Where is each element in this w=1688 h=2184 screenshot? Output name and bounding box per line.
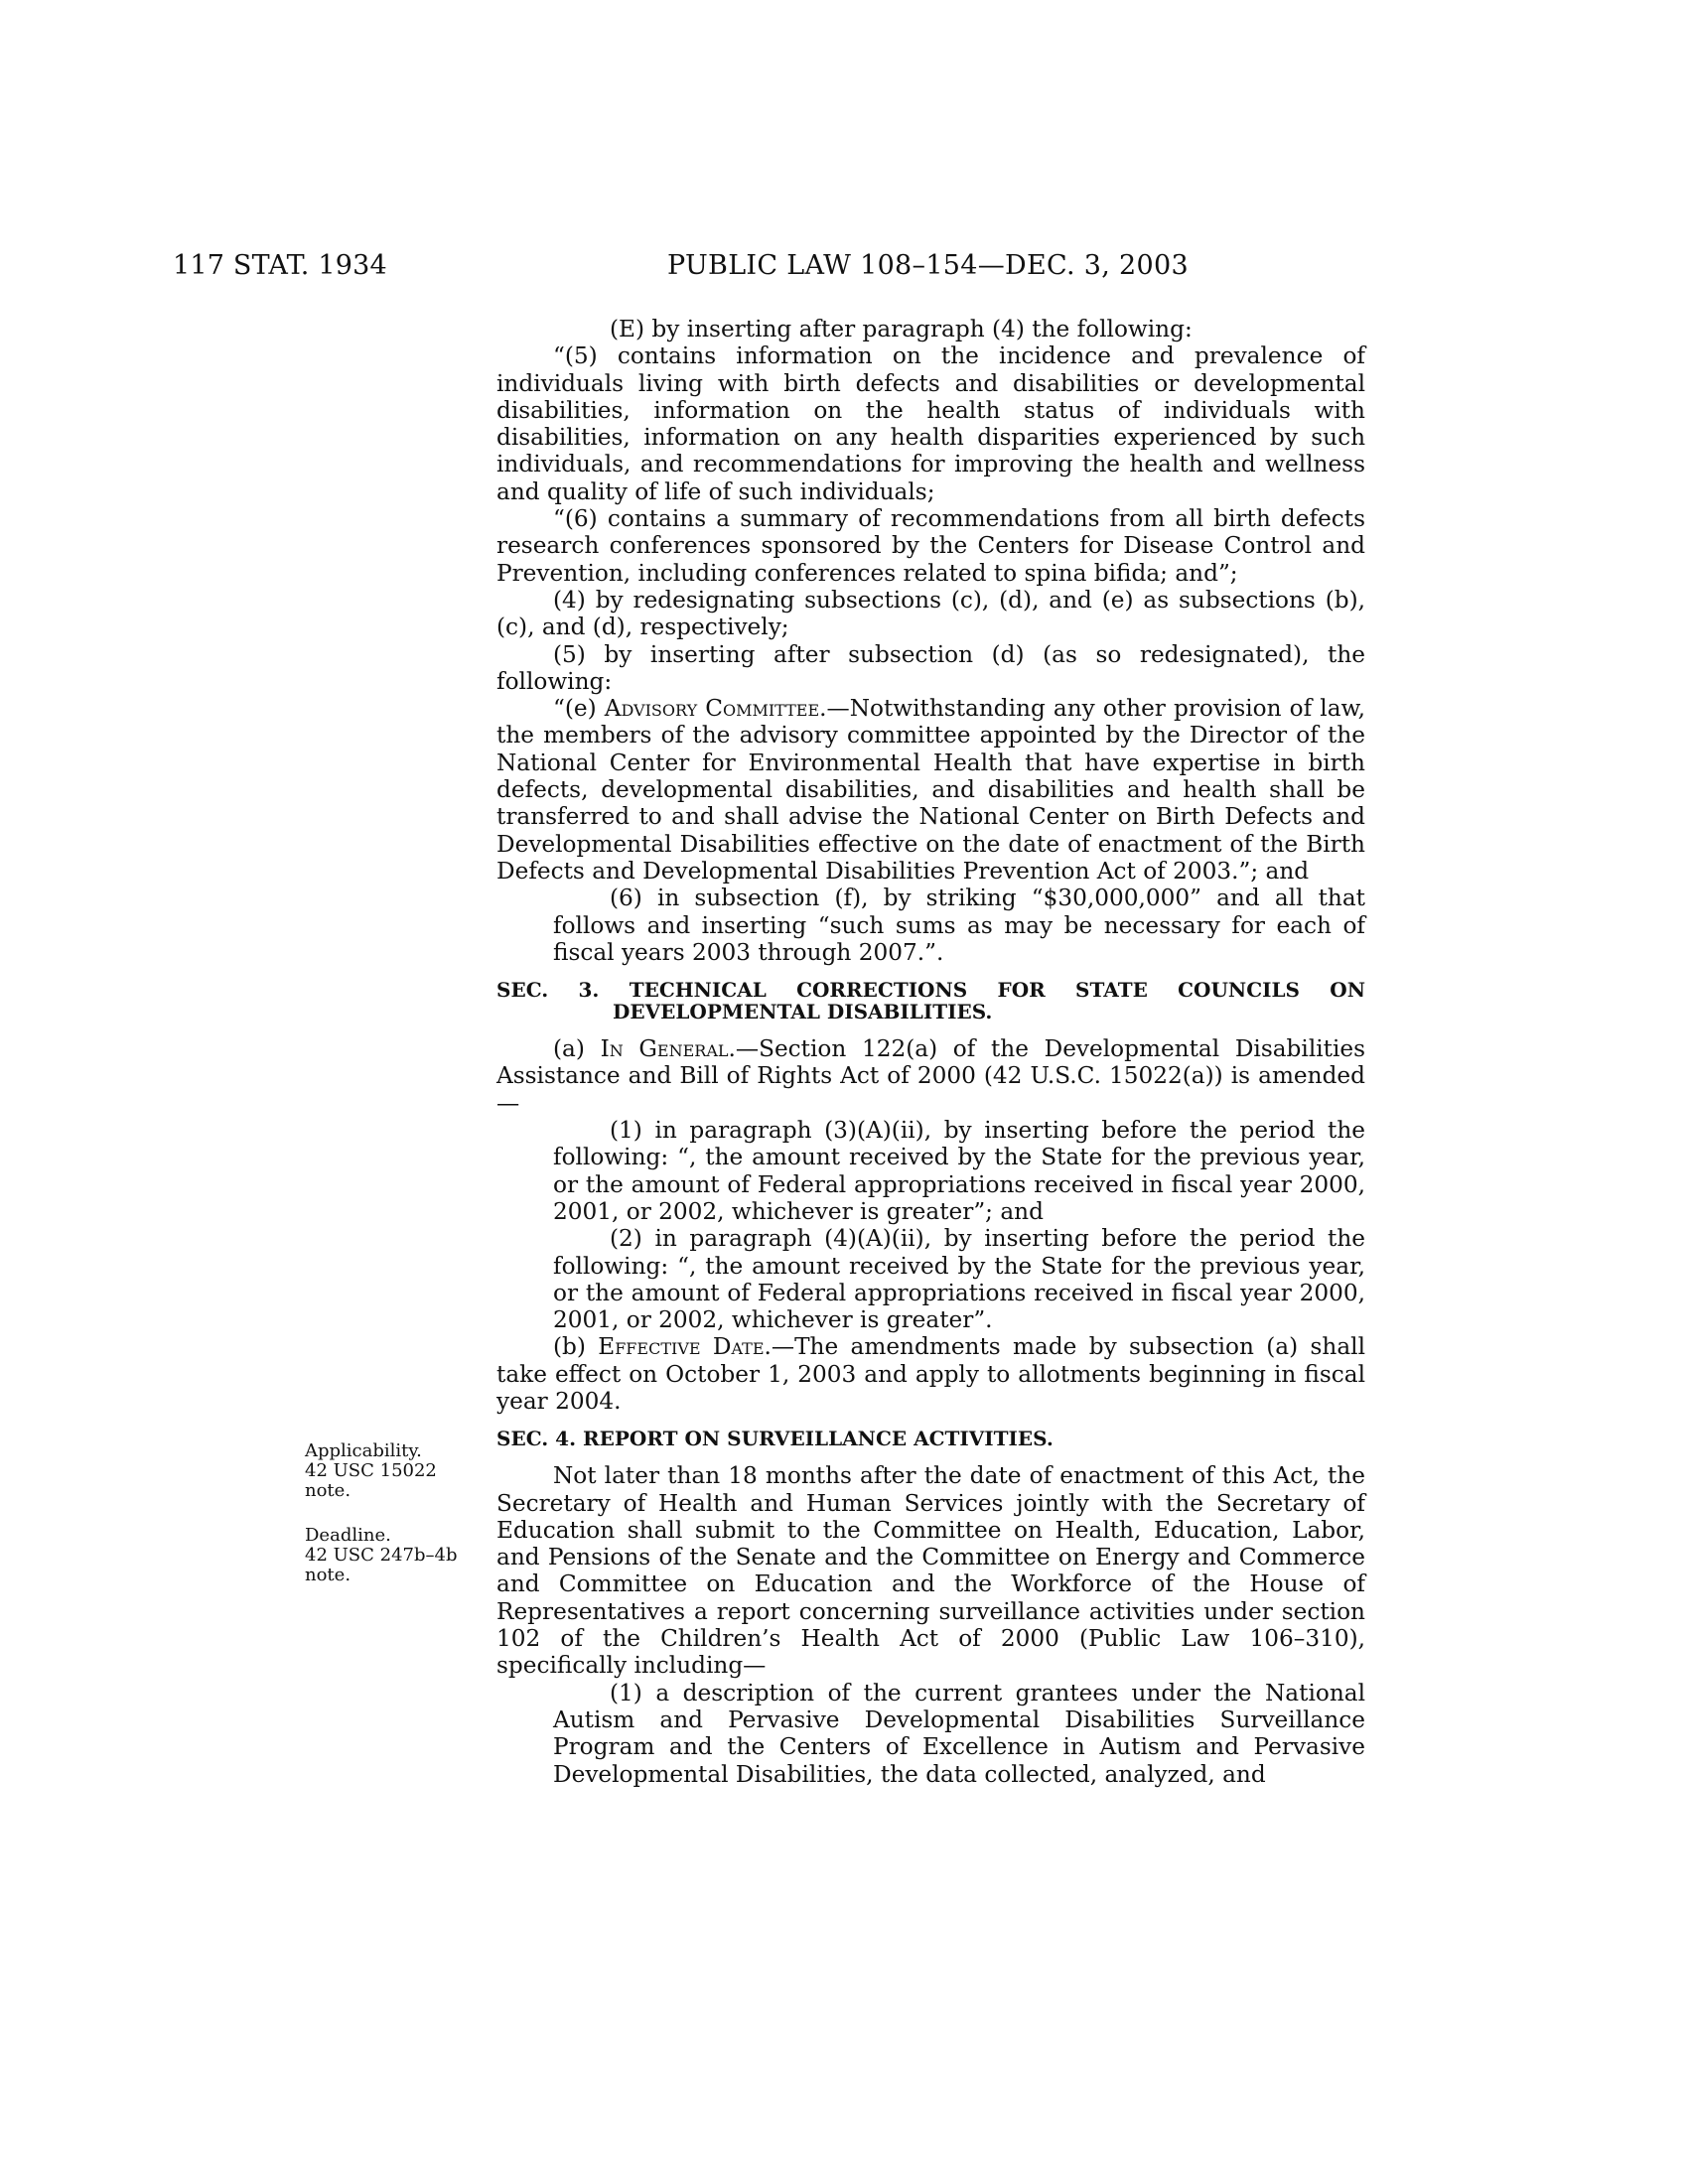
margin-note-line: 42 USC 247b–4b xyxy=(305,1545,458,1566)
subsection-caption: Effective Date xyxy=(598,1333,765,1361)
paragraph-6-quoted: “(6) contains a summary of recommendations from all birth defects research conferences sponsored by the Centers for Disease Control and Prevention, including conferences related to spina bifida; and”; xyxy=(496,505,1365,587)
paragraph-e: (E) by inserting after paragraph (4) the following: xyxy=(610,316,1193,342)
section-4-heading: SEC. 4. REPORT ON SURVEILLANCE ACTIVITIES. xyxy=(496,1427,1054,1451)
paragraph-1-amendment: (1) in paragraph (3)(A)(ii), by inserting before the period the following: “, the amount received by the State for the previous year, or the amount of Federal appropriations received in fiscal year 2000, 2001, or 2002, whichever is greater”; and xyxy=(553,1117,1365,1225)
section-4-body: Not later than 18 months after the date of enactment of this Act, the Secretary of Health and Human Services jointly with the Secretary of Education shall submit to the Committee on Health, Education, Labor, and Pensions of the Senate and the Committee on Energy and Commerce and Committee on Education and the Workforce of the House of Representatives a report concerning surveillance activities under section 102 of the Children’s Health Act of 2000 (Public Law 106–310), specifically including— xyxy=(496,1462,1365,1680)
subsection-text: .—Notwithstanding any other provision of law, the members of the advisory committee appointed by the Director of the National Center for Environmental Health that have expertise in birth defects, developmental disabilities, and disabilities and health shall be transferred to and shall advise the National Center on Birth Defects and Developmental Disabilities effective on the date of enactment of the Birth Defects and Developmental Disabilities Prevention Act of 2003.”; and xyxy=(496,695,1365,885)
paragraph-6-text: (6) in subsection (f), by striking “$30,000,000” and all that follows and inserting “such sums as may be necessary for each of fiscal years 2003 through 2007.”. xyxy=(553,885,1365,966)
subsection-text: .—Section 122(a) of the Developmental Disabilities Assistance and Bill of Rights Act of 2000 (42 U.S.C. 15022(a)) is amended— xyxy=(496,1035,1365,1117)
margin-note-applicability xyxy=(305,1441,479,1501)
statute-text xyxy=(496,316,1365,1788)
subsection-lead: (b) xyxy=(553,1333,599,1361)
public-law-title: PUBLIC LAW 108–154—DEC. 3, 2003 xyxy=(667,250,1189,281)
margin-note-deadline xyxy=(305,1526,479,1585)
margin-note-line: Deadline. xyxy=(305,1525,391,1546)
paragraph-5-inserting: (5) by inserting after subsection (d) (as so redesignated), the following: xyxy=(496,640,1365,695)
paragraph-4-redesignating: (4) by redesignating subsections (c), (d), and (e) as subsections (b), (c), and (d), respectively; xyxy=(496,586,1365,641)
subsection-a-in-general xyxy=(496,1035,1365,1117)
paragraph-6-striking xyxy=(496,885,1365,966)
section-3-heading-line1: SEC. 3. TECHNICAL CORRECTIONS FOR STATE COUNCILS ON xyxy=(496,978,1365,1003)
margin-note-line: 42 USC 15022 xyxy=(305,1460,437,1481)
paragraph-1-description: (1) a description of the current grantees under the National Autism and Pervasive Developmental Disabilities Surveillance Program and the Centers of Excellence in Autism and Pervasive Developmental Disabilities, the data collected, analyzed, and xyxy=(553,1679,1365,1788)
subsection-caption: Advisory Committee xyxy=(604,695,820,723)
paragraph-5-quoted: “(5) contains information on the incidence and prevalence of individuals living with birth defects and disabilities or developmental disabilities, information on the health status of individuals with disabilities, information on any health disparities experienced by such individuals, and recommendations for improving the health and wellness and quality of life of such individuals; xyxy=(496,342,1365,505)
paragraph-2-amendment: (2) in paragraph (4)(A)(ii), by inserting before the period the following: “, the amount received by the State for the previous year, or the amount of Federal appropriations received in fiscal year 2000, 2001, or 2002, whichever is greater”. xyxy=(553,1225,1365,1334)
section-3-heading xyxy=(496,979,1365,1023)
margin-note-line: note. xyxy=(305,1480,352,1501)
subsection-lead: “(e) xyxy=(553,695,605,723)
margin-note-line: note. xyxy=(305,1565,352,1585)
subsection-b-effective-date xyxy=(496,1333,1365,1415)
subsection-text: .—The amendments made by subsection (a) shall take effect on October 1, 2003 and apply to allotments beginning in fiscal year 2004. xyxy=(496,1333,1365,1415)
subsection-lead: (a) xyxy=(553,1035,601,1063)
subsection-e-advisory-committee xyxy=(496,695,1365,885)
subsection-caption: In General xyxy=(600,1035,729,1063)
statute-page-number: 117 STAT. 1934 xyxy=(173,250,387,281)
section-3-heading-line2: DEVELOPMENTAL DISABILITIES. xyxy=(613,1000,993,1024)
margin-note-line: Applicability. xyxy=(305,1440,422,1461)
running-head xyxy=(0,250,1688,290)
